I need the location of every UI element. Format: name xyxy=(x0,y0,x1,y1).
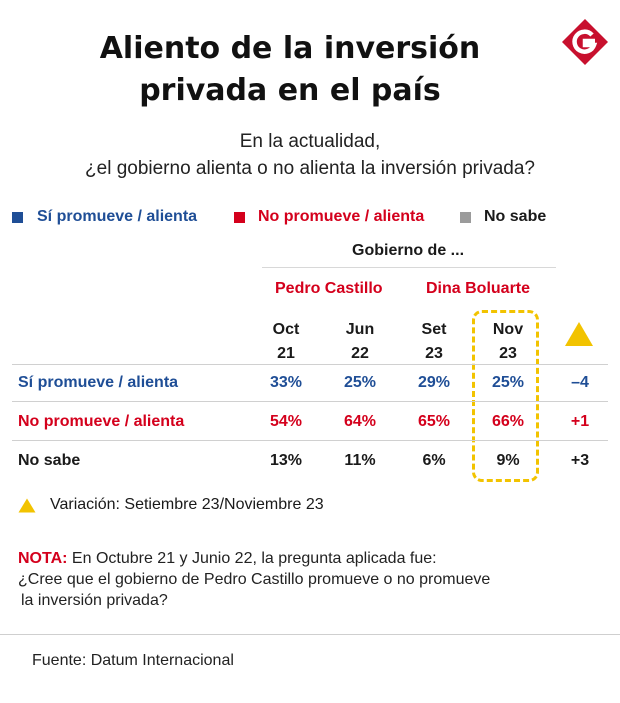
legend-swatch-si xyxy=(12,212,23,223)
row-label-ns: No sabe xyxy=(18,452,81,469)
column-month: Jun xyxy=(345,321,375,338)
note-question-line-1: ¿Cree que el gobierno de Pedro Castillo promueve o no promueve xyxy=(18,571,491,588)
table-row-divider xyxy=(12,401,608,402)
gobierno-label: Gobierno de ... xyxy=(352,242,465,259)
cell-si-jun22: 25% xyxy=(343,374,377,391)
legend-swatch-ns xyxy=(460,212,471,223)
legend-swatch-no xyxy=(234,212,245,223)
row-label-si: Sí promueve / alienta xyxy=(18,374,179,391)
table-row-divider xyxy=(12,364,608,365)
subtitle-line-2: ¿el gobierno alienta o no alienta la inversión privada? xyxy=(85,158,535,179)
cell-si-set23: 29% xyxy=(417,374,451,391)
note-text: En Octubre 21 y Junio 22, la pregunta aplicada fue: xyxy=(71,550,437,567)
column-year: 22 xyxy=(351,345,369,362)
row-label-no: No promueve / alienta xyxy=(18,413,185,430)
legend-label-no: No promueve / alienta xyxy=(258,208,425,225)
column-header-nov23 xyxy=(483,318,533,366)
column-header-jun22 xyxy=(335,318,385,366)
variation-si: –4 xyxy=(571,374,589,391)
cell-no-set23: 65% xyxy=(417,413,451,430)
triangle-up-icon xyxy=(18,498,36,513)
footer-divider xyxy=(0,634,620,635)
source-text: Fuente: Datum Internacional xyxy=(32,652,234,669)
gobierno-divider xyxy=(262,267,556,268)
variation-no: +1 xyxy=(570,413,590,430)
legend-label-ns: No sabe xyxy=(484,208,547,225)
table-row-divider xyxy=(12,440,608,441)
cell-si-nov23: 25% xyxy=(491,374,525,391)
column-year: 21 xyxy=(277,345,295,362)
cell-ns-jun22: 11% xyxy=(344,452,376,469)
title-line-2: privada en el país xyxy=(139,73,441,108)
triangle-up-icon xyxy=(564,321,594,347)
cell-no-jun22: 64% xyxy=(343,413,377,430)
cell-ns-oct21: 13% xyxy=(269,452,303,469)
column-header-set23 xyxy=(409,318,459,366)
gestion-logo-icon xyxy=(561,18,609,66)
column-month: Oct xyxy=(272,321,300,338)
note-question-line-2: la inversión privada? xyxy=(21,592,168,609)
variation-ns: +3 xyxy=(570,452,590,469)
president-boluarte: Dina Boluarte xyxy=(426,280,531,297)
cell-no-oct21: 54% xyxy=(269,413,303,430)
column-month: Set xyxy=(421,321,447,338)
column-month: Nov xyxy=(492,321,524,338)
cell-no-nov23: 66% xyxy=(491,413,525,430)
column-year: 23 xyxy=(499,345,517,362)
note-label: NOTA: xyxy=(18,550,68,567)
column-header-oct21 xyxy=(261,318,311,366)
subtitle-line-1: En la actualidad, xyxy=(239,131,381,152)
chart-subtitle xyxy=(40,128,580,182)
president-castillo: Pedro Castillo xyxy=(275,280,383,297)
note xyxy=(18,548,598,611)
legend-label-si: Sí promueve / alienta xyxy=(37,208,198,225)
chart-title xyxy=(60,28,520,112)
variation-note-text: Variación: Setiembre 23/Noviembre 23 xyxy=(50,496,324,513)
column-year: 23 xyxy=(425,345,443,362)
cell-si-oct21: 33% xyxy=(269,374,303,391)
cell-ns-set23: 6% xyxy=(422,452,446,469)
cell-ns-nov23: 9% xyxy=(496,452,520,469)
title-line-1: Aliento de la inversión xyxy=(99,31,481,66)
